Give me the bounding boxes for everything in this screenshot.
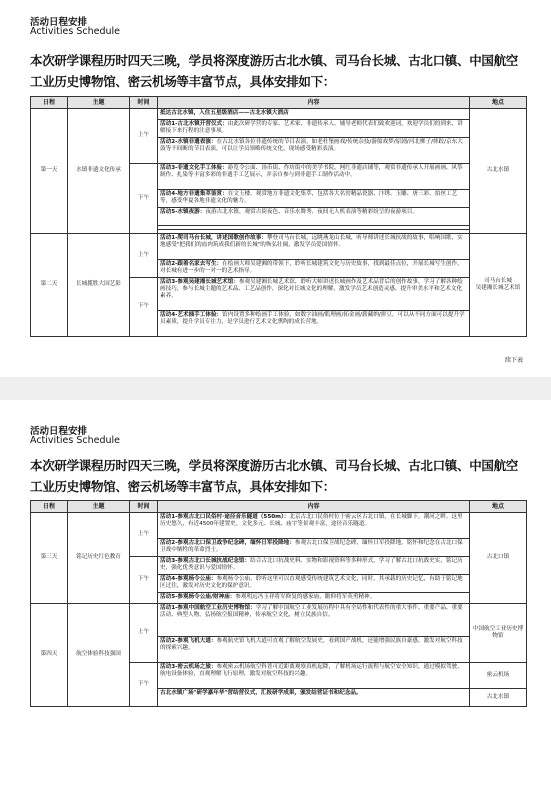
- table-row: [31, 109, 527, 120]
- theme-cell: 航空体验科技强国: [68, 604, 130, 707]
- activity-cell: [158, 164, 470, 190]
- col-header-time: 时间: [130, 97, 158, 109]
- activity-cell: [158, 689, 470, 707]
- activity-cell: [158, 663, 470, 689]
- col-header-day: 日程: [31, 501, 68, 513]
- activity-cell: [158, 593, 470, 604]
- activity-title: 活动2-水镇非遗表演：: [160, 139, 217, 145]
- time-cell: 下午: [130, 164, 158, 234]
- col-header-day: 日程: [31, 97, 68, 109]
- activity-title: 活动1-古北水镇开营仪式：: [160, 121, 228, 127]
- intro-text: 本次研学课程历时四天三晚，学员将深度游历古北水镇、司马台长城、古北口镇、中国航空工业历史博物馆、密云机场等丰富节点，具体安排如下：: [30, 458, 519, 494]
- day-cell: 第三天: [31, 513, 68, 604]
- theme-cell: 水镇非遗文化传承: [68, 109, 130, 234]
- theme-cell: 长城揽胜大国艺影: [68, 234, 130, 337]
- intro-text: 本次研学课程历时四天三晚，学员将深度游历古北水镇、司马台长城、古北口镇、中国航空工业历史博物馆、密云机场等丰富节点，具体安排如下：: [30, 53, 519, 89]
- activity-title: 活动3-密云机场之旅：: [160, 664, 217, 670]
- table-row: [31, 513, 527, 539]
- activity-title: 活动5-参观杨令公庙/财神庙：: [160, 594, 236, 600]
- theme-cell: 铭记历史红色教育: [68, 513, 130, 604]
- activity-body: 参观杨令公庙，聆听这里可以直观感受传统建筑艺术文化，同时，其承载的历史记忆，有助于铭记地区过往，激发对历史文化的保护意识。: [160, 576, 463, 590]
- activity-cell: [158, 120, 470, 138]
- activity-title: 活动1-参观中国航空工业历史博物馆：: [160, 605, 256, 611]
- activity-cell: [158, 260, 470, 278]
- table-header-row: [31, 97, 527, 109]
- activity-body: 攀登司马台长城，远眺燕龙山长城，听导师讲述长城抗战的故事，唱响国歌，实地感受"把我们的血肉筑成我们新的长城"的恢弘壮阔，激发学员爱国情怀。: [160, 235, 463, 249]
- table-row: [31, 604, 527, 637]
- header-title-en: Activities Schedule: [30, 435, 121, 446]
- location-cell: 古北口镇: [470, 513, 527, 604]
- header-title-cn: 活动日程安排: [30, 17, 88, 28]
- col-header-theme: 主题: [68, 501, 130, 513]
- col-header-content: 内容: [158, 501, 470, 513]
- activity-cell: [158, 278, 470, 311]
- header-title-en: Activities Schedule: [30, 26, 121, 37]
- day-cell: 第四天: [31, 604, 68, 707]
- table-header-row: [31, 501, 527, 513]
- location-cell: 古北水镇: [470, 109, 527, 234]
- activity-cell: [158, 575, 470, 593]
- schedule-page-1: [0, 0, 551, 377]
- activity-cell: [158, 557, 470, 575]
- activity-title: 活动2-参观古北口保卫战争纪念碑，缅怀日军投降地：: [160, 540, 295, 546]
- time-cell: 上午: [130, 513, 158, 557]
- activity-body: 在古北水镇各位非遗传统的节目表演，如老杜堡画戏/传统杂技/游船戏梦/原剧/河北梆子/摔跤/京东大鼓等不间断的节目表演，可以让学员领略传统文化，现场感受精彩表演。: [160, 139, 463, 153]
- activity-title: 活动3-非遗文化手工体验：: [160, 165, 228, 171]
- activity-title: 活动2-跟着名家去写生：: [160, 261, 223, 267]
- activity-title: 活动5-水镇夜游：: [160, 209, 206, 215]
- activity-title: 活动4-艺术插手工体验：: [160, 312, 223, 318]
- time-cell: 上午: [130, 234, 158, 278]
- schedule-page-2: [0, 400, 551, 785]
- col-header-location: 地点: [470, 97, 527, 109]
- activity-body: 游览令公面、汤币街、作坊街中的美学书院、网红非遗店铺等，观赏非遗传承人开展画画、风筝制作、扎染等丰富多彩的非遗手工艺展示，并亲自参与到非遗手工制作活动中。: [160, 165, 463, 179]
- activity-title: 活动3-参观吴建湘长城艺术馆：: [160, 279, 239, 285]
- schedule-table-1: [30, 96, 527, 337]
- activity-body: 夜游古北水镇，观赏古街夜色、音乐水舞秀、夜间无人机表演等精彩纷呈的夜游项目。: [205, 209, 418, 215]
- activity-cell: [158, 109, 470, 120]
- activity-cell: [158, 190, 470, 208]
- schedule-table-2: [30, 500, 527, 707]
- activity-cell: [158, 539, 470, 557]
- activity-cell: [158, 138, 470, 164]
- activity-cell: [158, 311, 470, 337]
- time-cell: 下午: [130, 278, 158, 337]
- activity-title: 活动1-参观古北口民俗村·途径音乐隧道（550m）：: [160, 514, 290, 520]
- activity-cell: [158, 234, 470, 260]
- activity-body: 结合古北口抗战史料、实物和影视资料等多种形式，学习了解古北口抗战史实，铭记历史，强化优秀意识与爱国情怀。: [160, 558, 463, 572]
- activity-body: 参观吴建湘长城艺术馆，聆听大师讲述长城画作及艺术品背后的创作故事，学习了解各种绘画技巧，参与长城主题的艺术品、工艺品创作，深化对长城文化的理解，激发学员艺术创造灵感，提升审美水平和艺术文化素养。: [160, 279, 463, 300]
- activity-body: 馆内设置多种绘画手工体验，如数字油画/肌理画/拓金画/薪藏纳/拼豆，可以从不同方面可以提升学员素质，提升学员专注力，是学员进行艺术文化熏陶的成长营地。: [160, 312, 465, 326]
- col-header-theme: 主题: [68, 97, 130, 109]
- activity-title: 活动2-参观飞机大道：: [160, 638, 217, 644]
- col-header-location: 地点: [470, 501, 527, 513]
- activity-body: 由此次研学营的专家、艺术家、非遗传承人、辅导老师代表们致欢迎词，欢迎学员们的到来，讲解接下来行程的注意事项。: [160, 121, 463, 135]
- activity-body: 参观密云机场航空科普可近距离观察真机起降，了解机场运行流程与航空安全知识，通过模拟驾驶、航电设备体验，直观理解飞行原理，激发对航空科技的兴趣。: [160, 664, 463, 678]
- activity-body: 北京古北口民俗村位于密云区古北口镇，在长城脚下，潮河之畔。这里历史悠久，有近4500年建置史。文化多元、长城、庙宇等景观丰富，途径音乐隧道。: [160, 514, 463, 528]
- time-cell: 下午: [130, 557, 158, 604]
- col-header-content: 内容: [158, 97, 470, 109]
- activity-body: 学习了解中国航空工业发展历程中具有全局性和代表性的重大事件、重要产品、重要活动、典型人物，弘扬航空报国精神，传承航空文化，树立民族自信。: [160, 605, 463, 619]
- col-header-time: 时间: [130, 501, 158, 513]
- time-cell: 下午: [130, 663, 158, 707]
- activity-body: 参观明远冯玉祥将军修复的感家庙，瞻仰将军英勇精神。: [235, 594, 376, 600]
- activity-title: 抵达古北水镇，入住五星级酒店——古北水镇大酒店: [160, 110, 289, 116]
- activity-cell: [158, 513, 470, 539]
- activity-title: 活动1-爬司马台长城，讲述国歌创作故事：: [160, 235, 267, 241]
- location-cell: 古北水镇: [470, 689, 527, 707]
- location-cell: 中国航空工业历史博物馆: [470, 604, 527, 663]
- activity-cell: [158, 637, 470, 663]
- day-cell: 第二天: [31, 234, 68, 337]
- day-cell: 第一天: [31, 109, 68, 234]
- table-row: [31, 234, 527, 260]
- activity-title: 活动4-参观杨令公庙：: [160, 576, 217, 582]
- time-cell: 上午: [130, 604, 158, 663]
- activity-body: 参观古北口保卫战纪念碑，缅怀日军投降地，铭怀和纪念在古北口保卫战中牺牲的革命烈士。: [160, 540, 463, 554]
- activity-body: 参观航史馆飞机大道可直观了解航空发展史，看到国产战机，还能增强民族自豪感，激发对航空科技的探索兴趣。: [160, 638, 463, 652]
- activity-title: 活动4-地方非遗集萃鉴赏：: [160, 191, 228, 197]
- time-cell: 上午: [130, 109, 158, 164]
- activity-cell: [158, 208, 470, 226]
- header-title-cn: 活动日程安排: [30, 426, 88, 437]
- activity-body: 在文玉楼、观赏地方非遗文化集萃，包括各大名窑精品瓷器、汴绣、玉雕、唐三彩、拍丝工艺等，感受华夏各地非遗文化的魅力。: [160, 191, 458, 205]
- activity-body: 在绘画大师吴建湘的带领下，聆听长城建筑文化与历史故事，找到最佳点位，开展长城写生创作，对长城有进一步的一对一的艺术指导。: [160, 261, 463, 275]
- activity-title: 古北水镇广场"研学嘉年华"营结营仪式，汇报研学成果，颁发结营证书和纪念品。: [160, 690, 362, 696]
- activity-title: 活动3-参观古北口长城抗战纪念馆：: [160, 558, 251, 564]
- location-cell: 司马台长城 吴建湘长城艺术馆: [470, 234, 527, 337]
- continued-note: 续下表: [505, 357, 524, 364]
- activity-cell: [158, 604, 470, 637]
- location-cell: 密云机场: [470, 663, 527, 689]
